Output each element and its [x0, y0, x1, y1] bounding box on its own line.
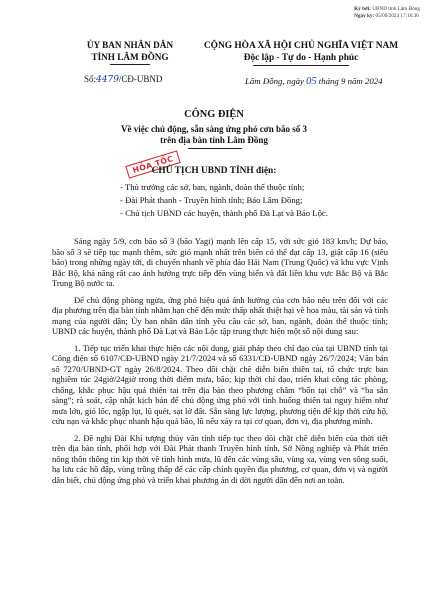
doc-number-suffix: /CĐ-UBND — [118, 74, 163, 84]
doc-number-handwritten: 4479 — [96, 75, 119, 85]
signature-signer: UBND tỉnh Lâm Đồng — [372, 6, 420, 12]
issuing-authority — [60, 40, 200, 65]
recipients-list — [120, 181, 328, 221]
subtitle-line-2: trên địa bàn tỉnh Lâm Đồng — [160, 135, 268, 146]
authority-line-2: TỈNH LÂM ĐỒNG — [91, 51, 169, 62]
motto: Độc lập - Tự do - Hạnh phúc — [243, 53, 359, 63]
urgent-stamp: HỎA TỐC — [125, 150, 180, 178]
motto-underline — [253, 65, 349, 66]
chairman-heading: CHỦ TỊCH UBND TỈNH điện: — [151, 166, 277, 176]
date-prefix: Lâm Đồng, ngày — [245, 76, 304, 86]
document-number — [84, 74, 162, 85]
authority-line-1: ỦY BAN NHÂN DÂN — [86, 40, 174, 50]
subtitle-underline — [188, 148, 242, 149]
country-name: CỘNG HÒA XÃ HỘI CHỦ NGHĨA VIỆT NAM — [203, 41, 399, 51]
doc-number-prefix: Số: — [84, 74, 97, 84]
recipient-item: - Thủ trưởng các sở, ban, ngành, đoàn thể thuộc tỉnh; — [120, 182, 305, 192]
body-paragraph: 2. Đề nghị Đài Khí tượng thủy văn tỉnh tiếp tục theo dõi chặt chẽ diễn biến của thời tiết trên địa bàn tỉnh, phối hợp với Đài Phát thanh Truyền hình tỉnh, Sở Nông nghiệp và Phát triển nông thôn thông tin kịp thời về tình hình mưa, lũ đến các vùng sâu, vùng xa, vùng ven sông suối, hạ lưu các hồ đập, vùng trũng thấp để các cấp chính quyền địa phương, cơ quan, đơn vị và người dân biết, chủ động ứng phó và triển khai phương án di dời người dân đến nơi an toàn. — [52, 432, 388, 485]
body-paragraph: 1. Tiếp tục triển khai thực hiện các nội dung, giải pháp theo chỉ đạo của tại UBND tỉnh tại Công điện số 6107/CĐ-UBND ngày 21/7/2024 và số 6331/CĐ-UBND ngày 26/7/2024; Văn bản số 7270/UBND-GT ngày 26/8/2024. Theo dõi chặt chẽ diễn biến thiên tai, tổ chức trực ban nghiêm túc 24giờ/24giờ trong thời điểm mưa, bão; kịp thời chỉ đạo, triển khai công tác phòng, chống, khắc phục hậu quả thiên tai trên địa bàn theo phương châm “bốn tại chỗ” và “ba sẵn sàng”; rà soát, cập nhật kịch bản để chủ động ứng phó với tình huống thiên tai nguy hiểm như mưa lớn, gió lốc, ngập lụt, lũ quét, sạt lở đất. Sẵn sàng lực lượng, phương tiện để kịp thời cứu hộ, cứu nạn và khắc phục nhanh hậu quả bão, lũ nếu xảy ra tại cơ quan, đơn vị, địa phương mình. — [52, 342, 388, 427]
recipient-item: - Chủ tịch UBND các huyện, thành phố Đà Lạt và Bảo Lộc. — [120, 208, 328, 219]
date-day-handwritten: 05 — [306, 76, 317, 87]
signature-date-label: Ngày ký: — [354, 12, 375, 19]
document-subtitle — [0, 124, 428, 146]
digital-signature — [354, 6, 420, 19]
date-suffix: tháng 9 năm 2024 — [318, 76, 383, 86]
subtitle-line-1: Về việc chủ động, sẵn sàng ứng phó cơn bão số 3 — [121, 124, 307, 134]
issue-date — [245, 76, 383, 87]
body-paragraph: Sáng ngày 5/9, cơn bão số 3 (bão Yagi) mạnh lên cấp 15, với sức gió 183 km/h; Dự báo, bão số 3 sẽ tiếp tục mạnh thêm, sức gió mạnh nhất trên biển có thể đạt cấp 13, giật cấp 16 (siêu bão) trong những ngày tới, di chuyển nhanh về phía đảo Hải Nam (Trung Quốc) và khu vực Vịnh Bắc Bộ, khả năng rất cao ảnh hưởng trực tiếp đến vùng biển và đất liền khu vực Bắc Bộ và Bắc Trung Bộ nước ta. — [52, 236, 388, 289]
signature-signer-label: Ký bởi: — [354, 6, 371, 12]
document-title: CÔNG ĐIỆN — [184, 109, 244, 120]
document-body — [52, 236, 388, 491]
signature-date: 05/09/2024 17:16:36 — [375, 12, 419, 19]
national-motto — [186, 40, 416, 66]
recipient-item: - Đài Phát thanh - Truyền hình tỉnh; Báo Lâm Đồng; — [120, 195, 303, 206]
authority-underline — [110, 64, 150, 65]
body-paragraph: Để chủ động phòng ngừa, ứng phó hiệu quả ảnh hưởng của cơn bão nêu trên đối với các địa phương trên địa bàn tỉnh nhằm hạn chế đến mức thấp nhất thiệt hại về hoa màu, tài sản và tính mạng của người dân; Ủy ban nhân dân tỉnh yêu cầu các sở, ban, ngành, đoàn thể thuộc tỉnh; UBND các huyện, thành phố Đà Lạt và Bảo Lộc tập trung thực hiện một số nội dung sau: — [52, 294, 388, 337]
